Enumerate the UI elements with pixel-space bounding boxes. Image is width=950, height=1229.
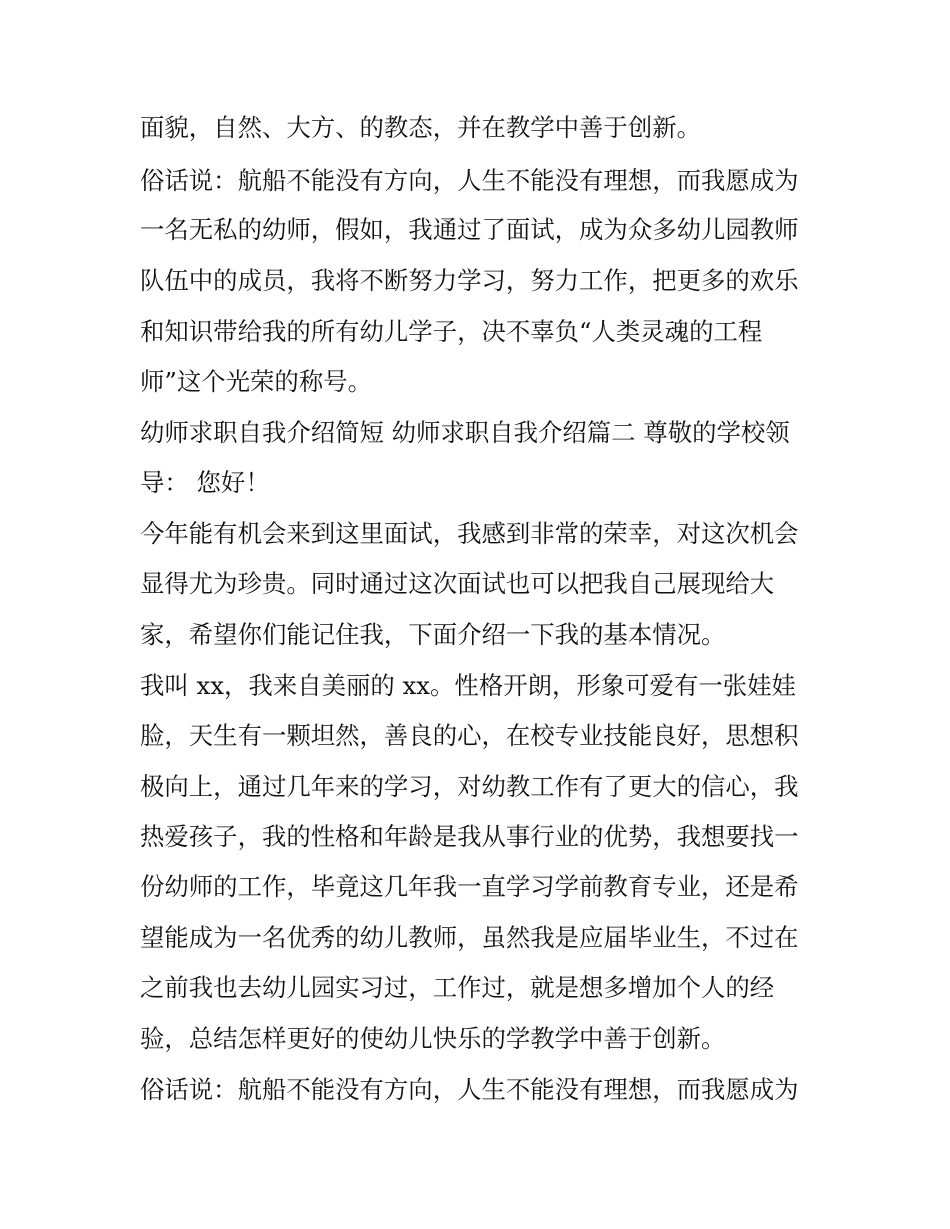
text-line: 脸，天生有一颗坦然，善良的心，在校专业技能良好，思想积 [140,721,799,750]
text-line: 极向上，通过几年来的学习，对幼教工作有了更大的信心，我 [140,772,799,801]
text-line: 面貌，自然、大方、的教态，并在教学中善于创新。 [140,113,701,142]
text-line: 家，希望你们能记住我，下面介绍一下我的基本情况。 [140,620,726,649]
text-line: 队伍中的成员，我将不断努力学习，努力工作，把更多的欢乐 [140,266,799,295]
text-line: 导： 您好！ [140,468,270,497]
text-line: 之前我也去幼儿园实习过，工作过，就是想多增加个人的经 [140,973,775,1002]
text-line: 望能成为一名优秀的幼儿教师，虽然我是应届毕业生，不过在 [140,923,799,952]
text-line: 师”这个光荣的称号。 [140,367,372,396]
text-line: 俗话说：航船不能没有方向，人生不能没有理想，而我愿成为 [140,1075,799,1104]
text-line: 幼师求职自我介绍简短 幼师求职自我介绍篇二 尊敬的学校领 [140,418,790,447]
text-line: 一名无私的幼师，假如，我通过了面试，成为众多幼儿园教师 [140,215,799,244]
text-line: 验，总结怎样更好的使幼儿快乐的学教学中善于创新。 [140,1024,726,1053]
text-line: 热爱孩子，我的性格和年龄是我从事行业的优势，我想要找一 [140,822,799,851]
text-line: 和知识带给我的所有幼儿学子，决不辜负“人类灵魂的工程 [140,317,763,346]
text-line: 俗话说：航船不能没有方向，人生不能没有理想，而我愿成为 [140,166,799,195]
text-line: 显得尤为珍贵。同时通过这次面试也可以把我自己展现给大 [140,569,775,598]
text-line: 我叫 xx，我来自美丽的 xx。性格开朗，形象可爱有一张娃娃 [140,671,796,700]
text-line: 今年能有机会来到这里面试，我感到非常的荣幸，对这次机会 [140,519,799,548]
text-line: 份幼师的工作，毕竟这几年我一直学习学前教育专业，还是希 [140,872,799,901]
